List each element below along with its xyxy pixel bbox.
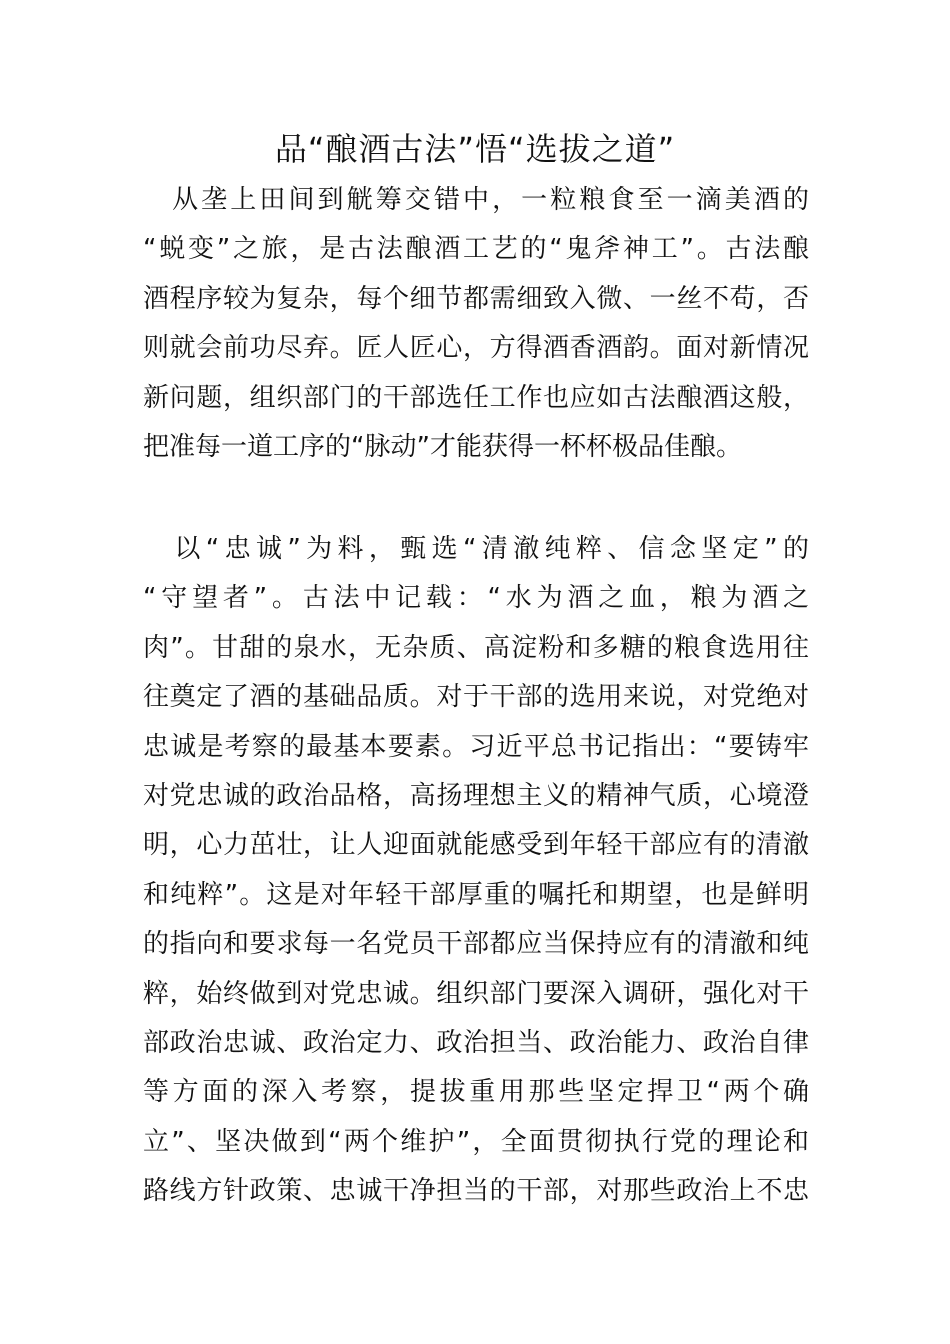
paragraph-line: 部政治忠诚、政治定力、政治担当、政治能力、政治自律 <box>143 1027 809 1058</box>
paragraph-line: 明，心力茁壮，让人迎面就能感受到年轻干部应有的清澈 <box>143 830 809 861</box>
paragraph-line: 从垄上田间到觥筹交错中，一粒粮食至一滴美酒的 <box>143 185 809 215</box>
paragraph-line: “蜕变”之旅，是古法酿酒工艺的“鬼斧神工”。古法酿 <box>143 234 809 265</box>
paragraph-line: “守望者”。古法中记载：“水为酒之血，粮为酒之 <box>143 583 809 614</box>
paragraph-line: 忠诚是考察的最基本要素。习近平总书记指出：“要铸牢 <box>143 731 809 762</box>
paragraph-loyalty <box>143 525 809 1216</box>
page-title: 品“酿酒古法”悟“选拔之道” <box>274 130 676 168</box>
paragraph-line: 和纯粹”。这是对年轻干部厚重的嘱托和期望，也是鲜明 <box>143 879 809 910</box>
paragraph-line: 则就会前功尽弃。匠人匠心，方得酒香酒韵。面对新情况 <box>143 333 809 364</box>
paragraph-line: 肉”。甘甜的泉水，无杂质、高淀粉和多糖的粮食选用往 <box>143 632 809 663</box>
paragraph-line: 酒程序较为复杂，每个细节都需细致入微、一丝不苟，否 <box>143 283 809 314</box>
paragraph-line: 立”、坚决做到“两个维护”，全面贯彻执行党的理论和 <box>143 1126 809 1157</box>
paragraph-line: 路线方针政策、忠诚干净担当的干部，对那些政治上不忠 <box>143 1176 809 1207</box>
paragraph-line: 等方面的深入考察，提拔重用那些坚定捍卫“两个确 <box>143 1077 809 1108</box>
paragraph-line: 往奠定了酒的基础品质。对于干部的选用来说，对党绝对 <box>143 682 809 713</box>
paragraph-line: 以“忠诚”为料，甄选“清澈纯粹、信念坚定”的 <box>143 534 809 564</box>
paragraph-line: 的指向和要求每一名党员干部都应当保持应有的清澈和纯 <box>143 929 809 960</box>
paragraph-line: 粹，始终做到对党忠诚。组织部门要深入调研，强化对干 <box>143 978 809 1009</box>
paragraph-intro <box>143 176 809 472</box>
paragraph-line: 把准每一道工序的“脉动”才能获得一杯杯极品佳酿。 <box>143 431 742 462</box>
paragraph-line: 对党忠诚的政治品格，高扬理想主义的精神气质，心境澄 <box>143 780 809 811</box>
paragraph-line: 新问题，组织部门的干部选任工作也应如古法酿酒这般， <box>143 382 809 413</box>
